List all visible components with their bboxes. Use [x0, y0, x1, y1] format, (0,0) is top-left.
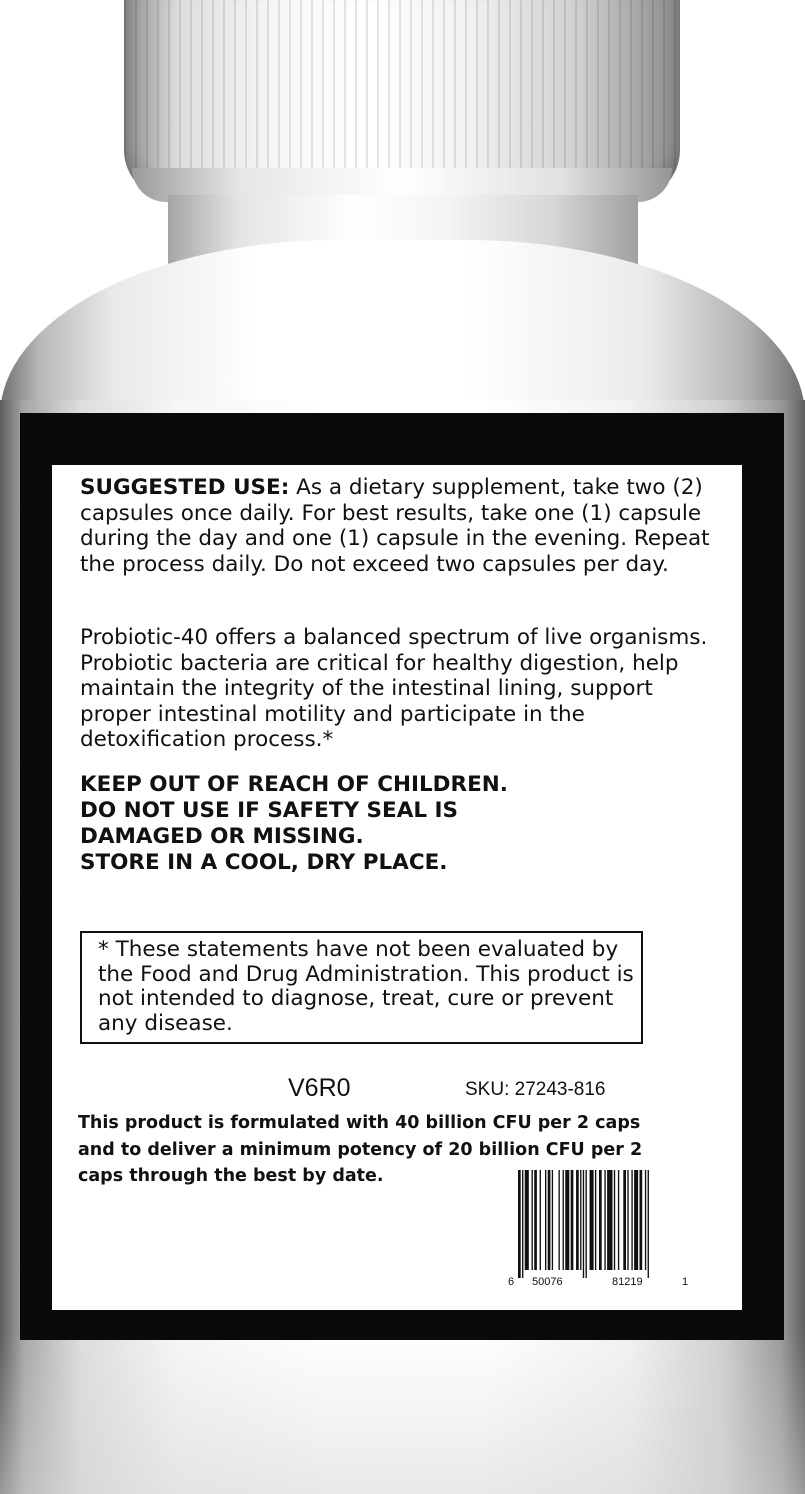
barcode-group-2: 81219: [612, 1276, 643, 1288]
barcode-bar: [645, 1170, 646, 1270]
barcode-bar: [627, 1170, 628, 1270]
barcode-bar: [640, 1170, 643, 1270]
barcode-bar: [586, 1170, 587, 1278]
barcode-bar: [590, 1170, 594, 1270]
barcode-bar: [548, 1170, 551, 1270]
barcode-bar: [580, 1170, 581, 1270]
warning-line: DAMAGED OR MISSING.: [80, 824, 364, 849]
barcode-digits: [508, 1276, 690, 1290]
barcode-bars: [508, 1170, 690, 1278]
barcode-digit-right: 1: [682, 1276, 689, 1288]
product-description: Probiotic-40 offers a balanced spectrum of live organisms. Probiotic bacteria are critical for healthy digestion, help maintain the integrity of the intestinal lining, support proper intestinal motility and participate in the detoxification process.*: [80, 625, 708, 752]
barcode-bar: [540, 1170, 541, 1270]
barcode-bar: [571, 1170, 574, 1270]
sku-number: SKU: 27243-816: [465, 1079, 606, 1100]
warning-line: STORE IN A COOL, DRY PLACE.: [80, 850, 448, 875]
barcode-bar: [614, 1170, 615, 1270]
barcode-bar: [631, 1170, 632, 1270]
barcode-bar: [559, 1170, 560, 1270]
barcode-bar: [552, 1170, 553, 1270]
barcode-bar: [563, 1170, 564, 1270]
barcode-bar: [522, 1170, 523, 1278]
barcode-digit-left: 6: [508, 1276, 515, 1288]
barcode-bar: [607, 1170, 612, 1270]
barcode-bar: [534, 1170, 537, 1270]
bottle-base-shading: [0, 1330, 805, 1494]
barcode: [508, 1170, 690, 1278]
barcode-bar: [565, 1170, 569, 1270]
suggested-use-text: As a dietary supplement, take two (2) capsules once daily. For best results, take one (1) capsule during the day and one (1) capsule in the evening. Repeat the process daily. Do not exceed two capsules per day.: [80, 475, 710, 577]
barcode-bar: [623, 1170, 626, 1270]
barcode-bar: [648, 1170, 649, 1278]
warnings: [80, 772, 710, 876]
warning-line: KEEP OUT OF REACH OF CHILDREN.: [80, 772, 508, 797]
barcode-bar: [604, 1170, 605, 1270]
barcode-bar: [545, 1170, 546, 1270]
barcode-bar: [618, 1170, 619, 1270]
barcode-bar: [634, 1170, 638, 1270]
barcode-bar: [532, 1170, 533, 1270]
warning-line: DO NOT USE IF SAFETY SEAL IS: [80, 798, 459, 823]
barcode-group-1: 50076: [532, 1276, 563, 1288]
lot-code: V6R0: [288, 1074, 351, 1102]
fda-disclaimer: * These statements have not been evaluated by the Food and Drug Administration. This product is not intended to diagnose, treat, cure or prevent any disease.: [80, 931, 643, 1044]
barcode-bar: [595, 1170, 596, 1270]
suggested-use-heading: SUGGESTED USE:: [80, 475, 290, 500]
potency-statement: This product is formulated with 40 billion CFU per 2 caps and to deliver a minimum potency of 20 billion CFU per 2 caps through the best by date.: [78, 1113, 643, 1186]
barcode-bar: [576, 1170, 579, 1270]
barcode-bar: [525, 1170, 529, 1270]
suggested-use: [80, 475, 710, 577]
barcode-bar: [599, 1170, 602, 1270]
barcode-bar: [583, 1170, 584, 1278]
barcode-bar: [518, 1170, 521, 1278]
